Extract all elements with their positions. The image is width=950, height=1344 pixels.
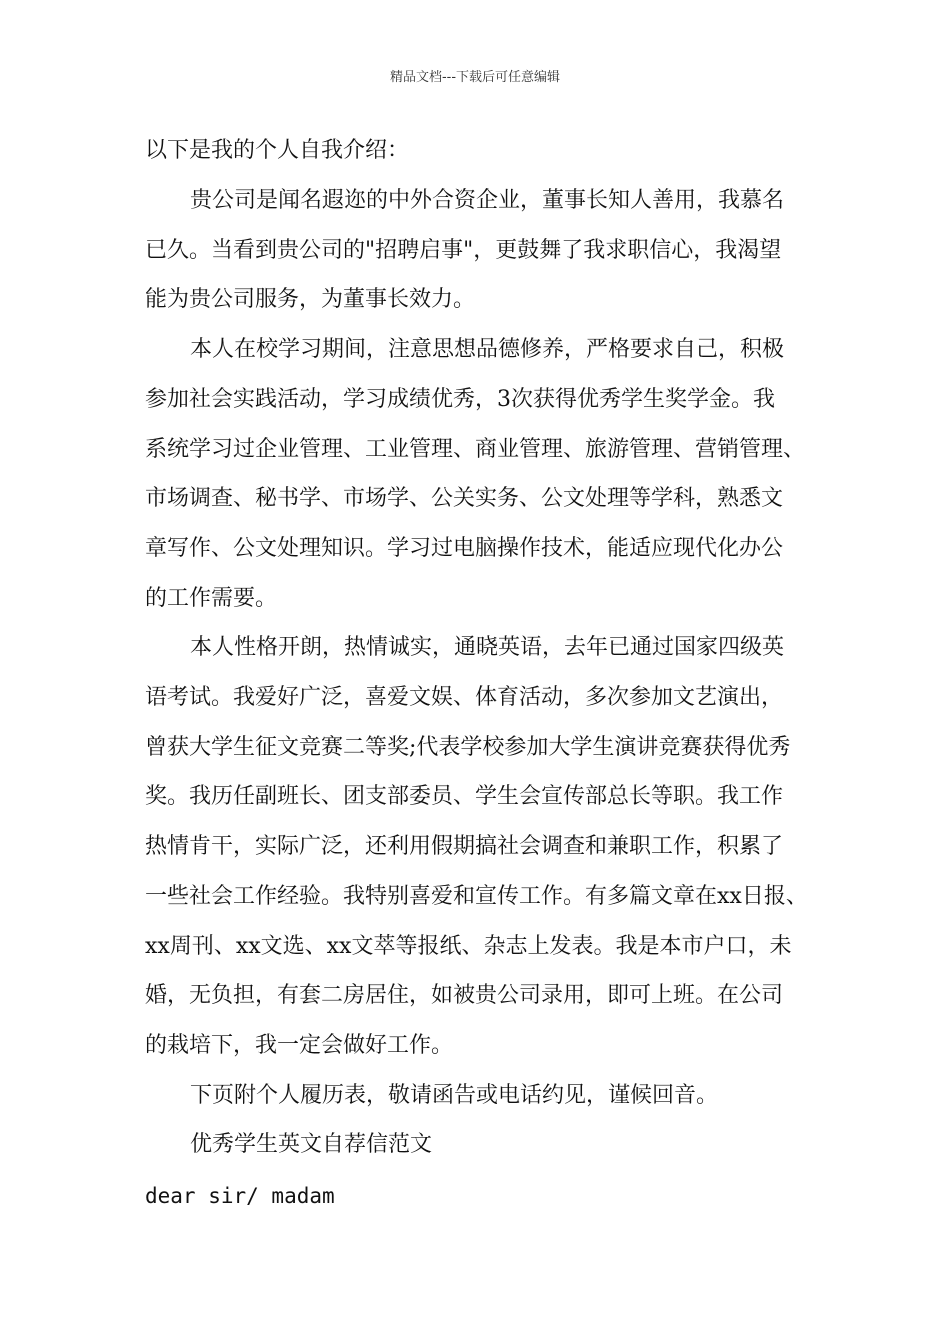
paragraph-start-line: 本人性格开朗，热情诚实，通晓英语，去年已通过国家四级英: [190, 635, 785, 660]
paragraph-start-line: 下页附个人履历表，敬请函告或电话约见，谨候回音。: [190, 1083, 719, 1108]
text-line: 章写作、公文处理知识。学习过电脑操作技术，能适应现代化办公: [145, 536, 784, 561]
text-line: 一些社会工作经验。我特别喜爱和宣传工作。有多篇文章在xx日报、: [145, 884, 808, 909]
section-title: 优秀学生英文自荐信范文: [190, 1132, 433, 1157]
paragraph-start-line: 本人在校学习期间，注意思想品德修养，严格要求自己，积极: [190, 337, 785, 362]
text-line: 参加社会实践活动，学习成绩优秀，3次获得优秀学生奖学金。我: [145, 387, 775, 412]
text-line: 曾获大学生征文竞赛二等奖;代表学校参加大学生演讲竞赛获得优秀: [145, 735, 791, 760]
text-line: 语考试。我爱好广泛，喜爱文娱、体育活动，多次参加文艺演出，: [145, 685, 784, 710]
text-line: xx周刊、xx文选、xx文萃等报纸、杂志上发表。我是本市户口，未: [145, 934, 792, 959]
text-line: 系统学习过企业管理、工业管理、商业管理、旅游管理、营销管理、: [145, 437, 806, 462]
text-line: 已久。当看到贵公司的"招聘启事"，更鼓舞了我求职信心，我渴望: [145, 238, 782, 263]
text-line: 的工作需要。: [145, 586, 278, 611]
text-line: 热情肯干，实际广泛，还利用假期搞社会调查和兼职工作，积累了: [145, 834, 784, 859]
text-line: 能为贵公司服务，为董事长效力。: [145, 287, 476, 312]
text-line: 奖。我历任副班长、团支部委员、学生会宣传部总长等职。我工作: [145, 784, 784, 809]
page-header: 精品文档---下载后可任意编辑: [389, 70, 561, 85]
paragraph-start-line: 贵公司是闻名遐迩的中外合资企业，董事长知人善用，我慕名: [190, 188, 785, 213]
salutation-line: dear sir/ madam: [145, 1184, 335, 1208]
text-line: 婚，无负担，有套二房居住，如被贵公司录用，即可上班。在公司: [145, 983, 784, 1008]
text-line: 的栽培下，我一定会做好工作。: [145, 1033, 454, 1058]
text-line: 以下是我的个人自我介绍：: [145, 138, 410, 163]
text-line: 市场调查、秘书学、市场学、公关实务、公文处理等学科，熟悉文: [145, 486, 784, 511]
